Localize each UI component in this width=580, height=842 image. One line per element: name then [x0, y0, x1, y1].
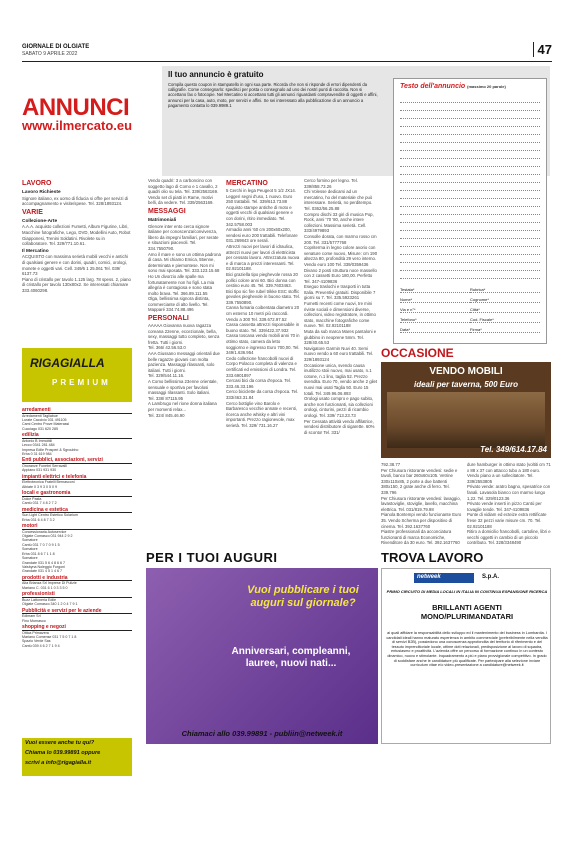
ad-text: Tel. 324/ 845.46.90: [148, 412, 185, 418]
ad-text: Bici graziella tipo pieghevole rossa 20 pollici colore anni 60. Bici donna con cestino euro 45. Tel. 339.7603463.: [226, 271, 298, 289]
ad-text: Vendo quadri: 3 a carboncino con soggetto lago di Como e 1 cavallo, 2 quadri olio su tela. Tel. 339/2563169.: [148, 178, 219, 195]
directory-category: medicina e estetica: [22, 508, 132, 514]
ad-text: Cassa toscana vendo mobili anni 70 in ottimo stato, camera da letto soggiorno e ingresso Euro 700,00. Tel. 349/1.636.954: [226, 333, 300, 356]
brand-url[interactable]: www.ilmercato.eu: [22, 118, 133, 133]
directory-entry: Buzz Lattoneria Edile: [22, 597, 56, 602]
ad-text: Copriterma in legno colore avorio con venature come nuovo, Misure: cm 190 altezza 80, profondità 29 vero interno. Vendo euro 100 Tel. 339/0359436: [304, 245, 378, 267]
directory-entry: Elettrotecnica Fratelli Bernasconi: [22, 480, 75, 485]
page-header: [22, 42, 552, 62]
directory-entry: Alta Brianza Srl Imprese Di Pulizie: [22, 581, 77, 586]
directory-category: edilizia: [22, 433, 132, 439]
directory-entry: Ottica Primavera: [22, 630, 49, 635]
directory-entry: Vaisbyna Noleggio Furgoni: [22, 564, 65, 569]
form-field-label: Data*: [400, 327, 411, 332]
directory-entry: Concessionaria Autoservice: [22, 529, 67, 534]
column-mercatino: [226, 178, 300, 546]
directory-entry: Somatore: [22, 538, 38, 543]
vendo-sub: ideali per taverna, 500 Euro: [413, 380, 519, 389]
netweek-body: ai quali affidare la responsabilità dello sviluppo ed il mantenimento del business in Lombardia. I candidati ideali hanno maturato esperienza in ambito commerciale (preferibilmente nella vendita di servizi B2B), possiedono una conoscenza approfondita del territorio di riferimento e del tessuto imprenditoriale locale, ottime doti relazionali, predisposizione al lavoro di squadra, entusiasmo e proattività. L'azienda offre un percorso di formazione continuo in un contesto dinamico, nuovo e stimolante. Inquadramento a più e piano provvigionale competitivo. In grado di soddisfare anche le candidature più qualificate. Per partecipare alla selezione inviare curriculum vitae e/o video-presentazione a candidature@netweek.it: [386, 631, 548, 668]
ad-text: Ritiro a domicilio francobolli, cartoline, libri e vecchi oggetti in cambio di un piccolo contributo. Tel. 328/3348490: [467, 529, 551, 546]
form-title: Testo dell'annuncio (massimo 20 parole): [400, 83, 506, 90]
ad-text: Privato vende inserti in pizzo Cantù per tovaglie tende. Tel. 347-4109836: [467, 501, 542, 512]
directory-entry: Cantù 039 4 6 2 7 1 9 4: [22, 643, 60, 648]
ad-text: Vendo set di piatti in Rame, motivi belli, da vedere. Tel. 339/2563169.: [148, 194, 214, 206]
directory-entry: Erba 0 31 619 984: [22, 452, 52, 457]
ad-text: Bici tipo sic fire rubel trikke ESC stoffic gevoles pieghevole in buono stato. Tel. 339.7550890.: [226, 288, 300, 305]
ad-coupon-form: [393, 78, 547, 344]
rigagialla-promo: [22, 738, 132, 776]
subsection-title: Lavoro Richieste: [22, 190, 61, 195]
directory-entry: Fino Mornasco: [22, 618, 46, 623]
subsection-title: Collezione-Arte: [22, 218, 58, 224]
business-directory: [22, 406, 132, 648]
trova-lavoro-title: TROVA LAVORO: [381, 550, 484, 565]
ad-text: ACQUISTO con massima serietà mobili vecchi e antichi di qualsiasi genere e con dorini, quadri, cornici, orologi, monete e oggetti vari. Cell. 349/6 1 25.061 Tel. 039/ 6137.73: [22, 254, 128, 277]
form-field-label: Cod. Fiscale*: [470, 317, 494, 322]
ad-text: Tel. 329/544.11.16.: [148, 373, 185, 379]
ad-text: 5 Cerchi in lega Peugeot 5 1/2 JX14. Leggeri segni d'uso, 1 nuovo. Euro 250 trattabili. Tel. 339/613.73.88: [226, 188, 296, 205]
ad-text: Cedo collezione francobolli nuovi di Corpo Polacco completa di valenza e certificati ed emissioni di Londra. Tel. 333.6901897: [226, 355, 297, 378]
promo-line-2[interactable]: Chiama lo 039.99891 oppure: [25, 750, 101, 756]
form-field-label: Testata*: [400, 287, 415, 292]
form-field[interactable]: [400, 297, 470, 303]
form-field[interactable]: [470, 327, 540, 333]
ad-text: Muta da sub marca Mares pantaloni e giubbino in neoprene 5mm. Tel. 328/40.65.53: [304, 329, 377, 346]
ad-text: Tel. 338/ 87115.95: [148, 395, 184, 401]
directory-entry: Erba 031 6 4 8 7 3 2: [22, 517, 55, 522]
ad-text: Navigatore Garmin Nuvi 40. Semi nuovo vendo a 60 euro trattabili. Tel. 329/1893124: [304, 345, 374, 362]
directory-entry: Grandate 031 5 6 4 8 6 6 7: [22, 560, 65, 565]
netweek-headline: BRILLANTI AGENTI MONO/PLURIMANDATARI: [420, 603, 514, 621]
form-field-label: Nome*: [400, 297, 413, 302]
annunci-title: ANNUNCI: [22, 94, 130, 121]
column-lavoro-varie: [22, 178, 132, 346]
column-messaggi-personali: [148, 178, 222, 546]
ad-text: Acquisto stampe antiche di moto e oggetti vecchi di qualsiasi genere e con dorini, ritiro immediato. Tel. 342.5758.003: [226, 204, 293, 227]
directory-entry: Cantù 031 7 4 8 2 7 2: [22, 501, 57, 506]
ad-text: Cerco biciclette da corsa d'epoca. Tel. 333/463.31.84: [226, 389, 299, 400]
coupon-fields[interactable]: [400, 285, 542, 335]
ad-text: Cerco bottiglie vino Barolo e Barbaresco vecchie annate e recenti, ricerca anche whisky e altri vini importanti. Prezzo ragionevole, max serietà. Tel. 329/ 731.16.27: [226, 400, 297, 428]
directory-entry: Impresa Edile Prosperi & Sgroubho: [22, 447, 79, 452]
form-field[interactable]: [400, 317, 470, 323]
directory-entry: Onoranze Funebri Serravalli: [22, 464, 67, 469]
column-mercatino-2: [304, 178, 378, 546]
directory-entry: Cami Centro Prove Materassi: [22, 422, 70, 427]
auguri-contact[interactable]: Chiamaci allo 039.99891 - publiin@netweek.it: [181, 729, 343, 738]
directory-entry: Erba 031 8 6 7 1 1 8: [22, 551, 55, 556]
rigagialla-title: RIGAGIALLA: [30, 356, 105, 370]
directory-entry: Mariano C. 031 6 1 0 3 3 5 0: [22, 585, 68, 590]
directory-category: Pubblicità e servizi per le aziende: [22, 609, 132, 615]
ad-text: Olga, bellissima signora distinta, commerciante di alto livello. Tel. Mapparé 334.74.88.496: [148, 296, 210, 313]
column-mercatino-3: [381, 462, 465, 548]
ad-text: Glenore inter ento cerca signore italiane per conoscenza/convivenza, libero da impegni familiari, per serate e situazioni piacevoli. Tel. 334.7550790.: [148, 223, 219, 251]
ad-text: Armadio anni '60 cm 200x60x200, vendesi euro 200 trattabili. Telefonare 031.269843 ore serali.: [226, 227, 298, 244]
directory-entry: Sun Light Centro Estetico Solarium: [22, 513, 78, 518]
section-title: PERSONALI: [148, 315, 189, 323]
directory-entry: Spazio Verde Sas: [22, 639, 51, 644]
auguri-question: Vuoi pubblicare i tuoi auguri sul giornale?: [247, 584, 359, 609]
ad-text: Fumetti recenti come nuovi, tre mini riviste sociali e dimensioni diverse, collezioni, video registratore, in ottimo stato, macchine fotografiche come nuove. Tel. 02.92101188: [304, 301, 376, 329]
ad-text: Amo il mare e sono un ottima padrona di casa. Mi chiamo Emica, 55enne, determinata e piemontese. Non mi sono mai sposata. Tel. 333.123.15.68: [148, 251, 221, 274]
form-field-label: Via e n°*: [400, 307, 416, 312]
ad-text: 792.38.77: [381, 462, 401, 467]
promo-line-3[interactable]: scrivi a info@rigagialla.it: [25, 760, 92, 766]
directory-entry: Grandate 031 4 5 1 4 6 7: [22, 569, 62, 574]
rigagialla-premium: PREMIUM: [52, 378, 111, 387]
notice-title: Il tuo annuncio è gratuito: [168, 70, 264, 79]
directory-category: shopping e negozi: [22, 625, 132, 631]
ad-text: A.A.A. acquisto collezioni Fumetti, Album Figurine, Libri, Macchine fotografiche, Lego, DVD, Modellini Auto, Robot Giapponesi, Trenini Soldatini. Rivolete su in collaboratore. Tel. 329/771.10.61.: [22, 224, 131, 247]
auguri-occasions: Anniversari, compleanni, lauree, nuovi nati...: [231, 646, 351, 669]
directory-entry: Olgiate Comasco 340 1 2 0 4 7 9 1: [22, 602, 78, 607]
ad-text: dure hamburger in ottimo stato (voltiti cm 71 x 88 x 37 con attacco tubo a 180 euro. Vendo piano a un sollecitatore. Tel. 339/2553805: [467, 462, 551, 484]
ad-text: Canna fumaria coibentata diametro 20 cm esterno 10 metri più raccordi. Vendo a 300 Tel. 339.672.97.52: [226, 305, 300, 322]
ad-text: Cercasi bici da corsa d'epoca. Tel. 333.46.33.196: [226, 378, 291, 389]
vendo-headline: VENDO MOBILI: [429, 366, 503, 377]
directory-entry: Lecco 0341 281 484: [22, 443, 55, 448]
form-field-label: Firma*: [470, 327, 482, 332]
form-field[interactable]: [400, 327, 470, 333]
directory-entry: Arredamenti Tagliabue: [22, 413, 58, 418]
ad-text: Cerco fornino per legno. Tel. 339/858.73.26: [304, 178, 358, 189]
netweek-logo: netweek: [414, 573, 474, 583]
section-title: LAVORO: [22, 180, 52, 187]
page-number: 47: [533, 42, 552, 57]
form-field-label: Città*: [470, 307, 480, 312]
notice-text: Compila questo coupon in stampatello in ogni sua parte. Ricorda che non si risponde di errori dipendenti da calligrafie. Come consegnarlo: spedisci per posta o consegnalo ad uno dei nostri punti di raccolta. Non si accettano fax o fotocopie. Nel Mercatino si accettano tutti gli annunci riguardanti compravendite di oggetti e affini, annunci per la casa, auto, moto, per servizi e affini. Se sei interessato alla pubblicazione di un annuncio a pagamento contatta lo 039.9989.1: [168, 82, 378, 108]
form-field-label: Cognome*: [470, 297, 489, 302]
paper-name: GIORNALE DI OLGIATE: [22, 44, 90, 50]
directory-entry: Lurate Caccivio 031 491105: [22, 418, 67, 422]
ad-text: A Lambrugo nel rione donna italiana per momenti relax...: [148, 401, 217, 412]
netweek-job-ad: [381, 568, 551, 744]
section-title: MESSAGGI: [148, 207, 186, 215]
ad-text: Signore italiano, ex uomo di fiducia si offre per servizi di accompagnamento e visite/spese. Tel. 328/1893124.: [22, 195, 128, 207]
subsection-title: Il Mercatino: [22, 248, 49, 254]
directory-entry: Mariano Comense 031 7 5 0 7 1 8: [22, 634, 77, 639]
directory-category: professionisti: [22, 592, 132, 598]
promo-line-1: Vuoi essere anche tu qui?: [25, 740, 95, 746]
directory-category: arredamenti: [22, 408, 132, 414]
directory-entry: Somatore: [22, 556, 38, 561]
ad-text: AAA Giussano messaggi orientali due belle ragazze giovani con molta pazienza. Massaggi rilassanti, solo italiani. Tutti i giorni.: [148, 351, 220, 373]
ad-text: Ho Un divorzio alle spalle ma fortunatamente non ho figli. La mia allegria è contagiosa e sono stata molto brava. Tel. 366.89.111.55: [148, 273, 215, 296]
ad-text: Piastre professionali da acconciatura funzionanti di marca Economiche, Rivenditore da 30 euro. Tel. 392.1637760: [381, 529, 460, 546]
directory-category: prodotti e industria: [22, 576, 132, 582]
ad-text: Cassa cassetta attrezzi risponsabile in buono stato. Tel. 339/422.37.932: [226, 322, 300, 333]
form-field[interactable]: [470, 317, 540, 323]
vendo-mobili-ad: [381, 362, 551, 458]
ad-text: Per Chiusura ristorante vendesi: sedie e tavoli, banco bar 260x60x105. Vetrine 330x110x85, 2 porte a due battenti 380x150, 2 grate anche di ferro. Tel. 339.796: [381, 467, 458, 495]
form-field-label: Rubrica*: [470, 287, 486, 292]
ad-text: Per Chiusura ristorante vendesi: lavaggio, lavastoviglie, stoviglie, lavello, macchina elettrica. Tel. 031/819.79.98: [381, 495, 461, 512]
form-field[interactable]: [400, 307, 470, 313]
taverna-photo: [387, 392, 545, 448]
coupon-lines[interactable]: [394, 95, 546, 279]
directory-entry: Olgiate Comasco 031 944 2 9 2: [22, 534, 73, 539]
auguri-ad: [146, 568, 378, 744]
occasione-title: OCCASIONE: [381, 346, 454, 360]
paper-date: SABATO 9 APRILE 2022: [22, 51, 78, 57]
ad-text: Compro dischi 33 giri di musica Pop, Rock, anni '70 '80, anche intere collezioni. Massima serietà. Cell. 333/4979893: [304, 211, 374, 234]
ad-text: Eseguo traslochi e trasporti in tutta Italia. Preventivi gratuiti. Disponibile 7 giorni su 7. Tel. 335.5923261: [304, 284, 376, 301]
section-title: VARIE: [22, 208, 43, 216]
column-mercatino-4: [467, 462, 551, 548]
directory-category: locali e gastronomia: [22, 491, 132, 497]
form-field[interactable]: [400, 287, 470, 293]
ad-text: A Como bellissima 23enne orientale, sensuale e sportiva per favolosi massaggi rilassanti. Solo italiani.: [148, 379, 218, 396]
directory-entry: Cantù 031 7 0 7 0 9 1 5: [22, 542, 60, 547]
ad-text: Attrezzi nuovi per lavori di idraulica, attrezzi nuovi per lavori di elettricista per cessato lavoro. Attrezzatura nuova e di marca a prezzi interessanti. Tel. 02.92101188.: [226, 243, 300, 272]
directory-category: impianti elettrici e telefonia: [22, 475, 132, 481]
ad-text: Orologi usato compro e pago subito, anche non funzionanti, sia collezioni orologi, cinturini, pezzi di ricambio orologi. Tel. 339/ 713.23.73: [304, 396, 374, 418]
ad-text: Chi Volesse dedicarsi ad un mercatino, ho del materiale che può interessare. Serietà, no perditempo. Tel. 0362/56.25.88: [304, 189, 373, 211]
ad-text: Occasione unica, svendo causa inutilizzo stoii nuovo, mai usato, n.1 cotone, n.1 lino, taglia 52. Prezzo svendita. Euro 70, vendo anche 2 gilet nuovi mai usati Taglia 50. Euro 15 totali. Tel. 349.96.06.893: [304, 362, 378, 396]
ad-text: Pianola Bontempi vendo funzionante Euro 35. Vendo Scherma per dispositivo di cinema. Tel. 392.1637760: [381, 512, 462, 529]
form-field[interactable]: [470, 297, 540, 303]
directory-entry: Antonio B Immobili: [22, 438, 52, 443]
directory-entry: Dolce Pasta: [22, 496, 42, 501]
form-field[interactable]: [470, 287, 540, 293]
directory-category: Enti pubblici, associazioni, servizi: [22, 458, 132, 464]
directory-entry: Albiate 0 3 9 3 0 5 0 9: [22, 484, 57, 489]
rigagialla-logo: [22, 348, 132, 402]
form-field[interactable]: [470, 307, 540, 313]
vendo-phone: Tel. 349/614.17.84: [480, 445, 547, 454]
ad-text: Per Cessata attività vendo affilatrice, vendesi distributore di sigarette. 60% di sconto! Tel. 331/: [304, 418, 375, 435]
directory-entry: Appiano 031 931 930: [22, 468, 57, 473]
auguri-title: PER I TUOI AUGURI: [146, 550, 278, 565]
ad-text: Privato vende: aratro bagno, spesatrice con fanali. Lavasola bianco con marmo lungo 1,22. Tel. 329/0123.36: [467, 484, 551, 501]
netweek-spa: S.p.A.: [482, 574, 500, 580]
section-title: MERCATINO: [226, 180, 268, 187]
subsection-title: Matrimoniali: [148, 217, 177, 223]
ad-text: Consolle dorata, con marmo rosso cm 200. Tel. 331/5777768: [304, 233, 377, 245]
directory-entry: Edimam Srl: [22, 614, 41, 619]
ad-text: Piano di cristallo per tavolo 1.125 larg. 78 spess. 2, piano di cristallo per tavolo 130x80x2. Se interessati chiamare 333.4060298.: [22, 276, 131, 293]
ad-text: AAAAA Giovanna nuova ragazza coreana 22enne, eccezionale, bella, sexy, massaggi tutto completo, senza fretta. Tutti i giorni.: [148, 323, 220, 345]
form-field-label: Telefono*: [400, 317, 417, 322]
directory-entry: Somatore: [22, 547, 38, 552]
directory-category: motori: [22, 524, 132, 530]
ad-text: Divano 2 posti struttura noce massello con 2 cassetti Euro 180,00. Perfetto Tel. 347-4109836: [304, 267, 377, 284]
directory-entry: Cucciago 031 620 285: [22, 426, 58, 431]
ad-text: Punte di vidiam ed ecteize extra rettificate frese 32 pezzi varie misure cm. 70. Tel. 02.92101188: [467, 512, 547, 529]
netweek-intro: PRIMO CIRCUITO DI MEDIA LOCALI IN ITALIA IN CONTINUA ESPANSIONE RICERCA: [386, 589, 548, 594]
ad-text: Tel. 366/ 42.56.53.0: [148, 345, 186, 351]
